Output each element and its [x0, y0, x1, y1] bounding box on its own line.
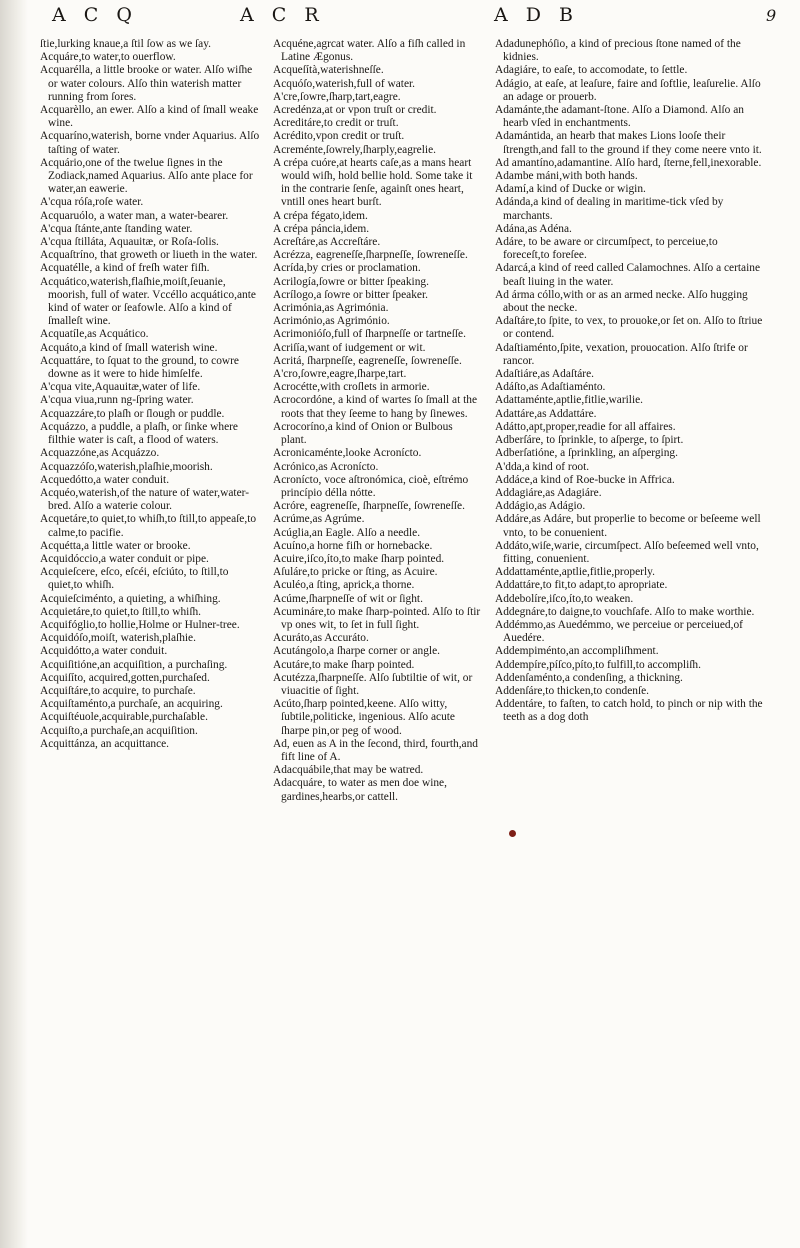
dictionary-entry: Adátto,apt,proper,readie for all affaires.	[495, 420, 676, 433]
dictionary-entry: Acutáre,to make ſharp pointed.	[273, 658, 415, 671]
dictionary-entry: Acquittánza, an acquittance.	[40, 737, 170, 750]
dictionary-entry: Acuire,iſco,íto,to make ſharp pointed.	[273, 552, 445, 565]
dictionary-entry: Acquetáre,to quiet,to whiſh,to ſtill,to appeaſe,to calme,to pacifie.	[40, 513, 257, 539]
dictionary-entry: Acquático,waterish,flaſhie,moiſt,ſeuanie, moorish, full of water. Vccéllo acquático,ante kind of water or ſeafowle. Alſo a kind of ſmalleſt wine.	[40, 275, 256, 328]
dictionary-entry: Acúto,ſharp pointed,keene. Alſo witty, ſubtile,politicke, ingenious. Alſo acute ſharpe pin,or peg of wood.	[273, 698, 455, 737]
dictionary-entry: Addebolíre,iſco,íto,to weaken.	[495, 592, 634, 605]
dictionary-entry: Addentáre, to faſten, to catch hold, to pinch or nip with the teeth as a dog doth	[495, 698, 763, 724]
dictionary-entry: Acquifóglio,to hollie,Holme or Hulner-tree.	[40, 618, 240, 631]
dictionary-entry: Acquóſo,waterish,full of water.	[273, 77, 416, 90]
dictionary-entry: Acquarèllo, an ewer. Alſo a kind of ſmall weake wine.	[40, 104, 259, 130]
dictionary-entry: Adattaménte,aptlie,fitlie,warilie.	[495, 394, 644, 407]
dictionary-entry: Acquáto,a kind of ſmall waterish wine.	[40, 341, 218, 354]
dictionary-entry: Acquiſtáre,to acquire, to purchaſe.	[40, 684, 196, 697]
dictionary-entry: Adacquáre, to water as men doe wine, gardines,hearbs,or cattell.	[273, 777, 447, 803]
dictionary-entry: Acrónico,as Acronícto.	[273, 460, 379, 473]
dictionary-entry: Acquázzo, a puddle, a plaſh, or ſinke where filthie water is caſt, a flood of waters.	[40, 420, 238, 447]
dictionary-entry: A'cqua róſa,roſe water.	[40, 196, 144, 209]
dictionary-entry: Acquidóccio,a water conduit or pipe.	[40, 552, 209, 565]
header-center: A C R	[240, 4, 325, 26]
dictionary-entry: Ad amantíno,adamantine. Alſo hard, ſterne,fell,inexorable.	[495, 156, 762, 169]
dictionary-entry: Addémmo,as Auedémmo, we perceiue or perceiued,of Auedére.	[495, 618, 743, 645]
dictionary-entry: Addáce,a kind of Roe-bucke in Affrica.	[495, 473, 675, 486]
running-header	[0, 4, 800, 30]
dictionary-entry: Acquiſtaménto,a purchaſe, an acquiring.	[40, 698, 223, 711]
dictionary-entry: A crépa cuóre,at hearts caſe,as a mans heart would wiſh, hold bellie hold. Some take it in the contrarie ſenſe, againſt ones heart, vntill ones heart burſt.	[273, 156, 473, 209]
dictionary-entry: Addágio,as Adágio.	[495, 500, 586, 513]
dictionary-entry: Addáto,wiſe,warie, circumſpect. Alſo beſeemed well vnto, fitting, conuenient.	[495, 539, 759, 565]
dictionary-entry: Acronícto, voce aſtronómica, cioè, eſtrémo princípio délla nótte.	[273, 473, 469, 499]
column-left	[40, 38, 262, 758]
dictionary-entry: Acquéo,waterish,of the nature of water,water-bred. Alſo a waterie colour.	[40, 486, 249, 513]
dictionary-entry: Addattaménte,aptlie,fitlie,properly.	[495, 566, 655, 579]
dictionary-entry: Addenſáre,to thicken,to condenſe.	[495, 684, 650, 697]
dictionary-entry: Acquidótto,a water conduit.	[40, 645, 168, 658]
red-ink-dot	[509, 830, 516, 837]
dictionary-entry: A'cqua ſtilláta, Aquauitæ, or Roſa-ſolis.	[40, 236, 219, 249]
dictionary-entry: Acquiſitióne,an acquiſition, a purchaſing.	[40, 658, 228, 671]
dictionary-entry: Acquieſciménto, a quieting, a whiſhing.	[40, 592, 221, 605]
dictionary-entry: Acquieſcere, eſco, eſcéi, eſciúto, to ſtill,to quiet,to whiſh.	[40, 566, 229, 592]
dictionary-entry: A'cqua vite,Aquauitæ,water of life.	[40, 381, 201, 394]
dictionary-entry: Adattáre,as Addattáre.	[495, 407, 597, 420]
dictionary-entry: Adagiáre, to eaſe, to accomodate, to ſettle.	[495, 64, 688, 77]
dictionary-entry: Acuráto,as Accuráto.	[273, 632, 369, 645]
page-number: 9	[766, 6, 777, 25]
dictionary-entry: Acquaruólo, a water man, a water-bearer.	[40, 209, 229, 222]
dictionary-entry: Adacquábile,that may be watred.	[273, 764, 424, 777]
dictionary-entry: Acrimonióſo,full of ſharpneſſe or tartneſſe.	[273, 328, 466, 341]
dictionary-entry: Acquétta,a little water or brooke.	[40, 539, 191, 552]
dictionary-entry: Acqueſítà,waterishneſſe.	[273, 64, 384, 77]
binding-shadow	[0, 0, 28, 1248]
dictionary-entry: Acquário,one of the twelue ſignes in the Zodiack,named Aquarius. Alſo ante place for water,an eawerie.	[40, 156, 253, 196]
dictionary-entry: Acrocétte,with croſlets in armorie.	[273, 381, 430, 394]
dictionary-entry: Adamánte,the adamant-ſtone. Alſo a Diamond. Alſo an hearb vſed in enchantments.	[495, 104, 744, 130]
dictionary-entry: Addempíre,píſco,píto,to fulfill,to accompliſh.	[495, 658, 701, 671]
dictionary-entry: Acrocordóne, a kind of wartes ſo ſmall at the roots that they ſeeme to hang by ſinewes.	[273, 394, 478, 420]
dictionary-entry: Acrída,by cries or proclamation.	[273, 262, 421, 275]
dictionary-entry: Addegnáre,to daigne,to vouchſafe. Alſo to make worthie.	[495, 605, 755, 618]
dictionary-entry: Ad árma cóllo,with or as an armed necke. Alſo hugging about the necke.	[495, 288, 748, 315]
dictionary-entry: Adarcá,a kind of reed called Calamochnes. Alſo a certaine beaſt liuing in the water.	[495, 262, 761, 288]
dictionary-entry: Acrúme,as Agrúme.	[273, 513, 365, 526]
dictionary-entry: A crépa fégato,idem.	[273, 209, 368, 222]
dictionary-entry: Adaſtiaménto,ſpite, vexation, prouocation. Alſo ſtrife or rancor.	[495, 341, 748, 367]
dictionary-entry: Aſuláre,to pricke or ſting, as Acuire.	[273, 566, 438, 579]
dictionary-entry: Acróre, eagreneſſe, ſharpneſſe, ſowreneſſe.	[273, 500, 465, 513]
dictionary-entry: Acquaríno,waterish, borne vnder Aquarius. Alſo taſting of water.	[40, 130, 260, 156]
dictionary-entry: Adberſáre, to ſprinkle, to aſperge, to ſpirt.	[495, 434, 684, 447]
dictionary-entry: Addattáre,to fit,to adapt,to apropriate.	[495, 579, 668, 592]
dictionary-entry: Acquidóſo,moiſt, waterish,plaſhie.	[40, 632, 196, 645]
column-right	[495, 38, 763, 758]
dictionary-entry: Acutézza,ſharpneſſe. Alſo ſubtiltie of wit, or viuacitie of ſight.	[273, 671, 473, 697]
dictionary-entry: Acquiſtéuole,acquirable,purchaſable.	[40, 711, 208, 724]
dictionary-entry: Acquedótto,a water conduit.	[40, 473, 170, 486]
dictionary-entry: Acritá, ſharpneſſe, eagreneſſe, ſowreneſſe.	[273, 354, 462, 367]
dictionary-entry: Acutángolo,a ſharpe corner or angle.	[273, 645, 440, 658]
dictionary-entry: Acquazzóne,as Acquázzo.	[40, 447, 160, 460]
dictionary-entry: Acquatélle, a kind of freſh water fiſh.	[40, 262, 210, 275]
dictionary-entry: Acreditáre,to credit or truſt.	[273, 117, 399, 130]
dictionary-entry: A'cqua viua,runn ng-ſpring water.	[40, 394, 194, 407]
dictionary-entry: Acriſía,want of iudgement or wit.	[273, 341, 426, 354]
dictionary-entry: Adberſatióne, a ſprinkling, an aſperging.	[495, 447, 678, 460]
dictionary-entry: Addempiménto,an accompliſhment.	[495, 645, 659, 658]
dictionary-entry: Adáſto,as Adaſtiaménto.	[495, 381, 606, 394]
dictionary-entry: ſtie,lurking knaue,a ſtil ſow as we ſay.	[40, 38, 212, 50]
dictionary-entry: A'dda,a kind of root.	[495, 460, 590, 473]
dictionary-entry: Acquazzóſo,waterish,plaſhie,moorish.	[40, 460, 213, 473]
dictionary-entry: Adamántida, an hearb that makes Lions looſe their ſtrength,and fall to the ground if they come neere vnto it.	[495, 130, 762, 156]
dictionary-entry: Adamí,a kind of Ducke or wigin.	[495, 183, 646, 196]
dictionary-entry: Acquietáre,to quiet,to ſtill,to whiſh.	[40, 605, 202, 618]
dictionary-entry: Acúme,ſharpneſſe of wit or ſight.	[273, 592, 423, 605]
dictionary-entry: Adaſtáre,to ſpite, to vex, to prouoke,or ſet on. Alſo to ſtriue or contend.	[495, 315, 763, 341]
dictionary-entry: Addagiáre,as Adagiáre.	[495, 486, 602, 499]
dictionary-entry: Acquáre,to water,to ouerflow.	[40, 51, 176, 64]
header-left: A C Q	[52, 4, 138, 26]
dictionary-entry: Acquatíle,as Acquático.	[40, 328, 149, 341]
dictionary-entry: Acredénza,at or vpon truſt or credit.	[273, 104, 437, 117]
dictionary-entry: Acrédito,vpon credit or truſt.	[273, 130, 405, 143]
dictionary-entry: A'cre,ſowre,ſharp,tart,eagre.	[273, 90, 401, 103]
dictionary-entry: Acuíno,a horne fiſh or hornebacke.	[273, 539, 433, 552]
dictionary-entry: Acreſtáre,as Accreſtáre.	[273, 236, 381, 249]
dictionary-entry: Acrílogo,a ſowre or bitter ſpeaker.	[273, 288, 428, 301]
dictionary-entry: Adána,as Adéna.	[495, 222, 572, 235]
dictionary-entry: Acquattáre, to ſquat to the ground, to cowre downe as it were to hide himſelfe.	[40, 354, 239, 381]
dictionary-entry: Acrézza, eagreneſſe,ſharpneſſe, ſowreneſſe.	[273, 249, 468, 262]
dictionary-entry: Acumináre,to make ſharp-pointed. Alſo to ſtir vp ones wit, to ſet in full ſight.	[273, 605, 481, 631]
dictionary-entry: Adágio, at eaſe, at leaſure, faire and ſoftlie, leaſurelie. Alſo an adage or prouerb.	[495, 77, 761, 103]
header-right: A D B	[494, 4, 579, 26]
dictionary-entry: Acquiſíto, acquired,gotten,purchaſed.	[40, 671, 210, 684]
dictionary-entry: Acrimónio,as Agrimónio.	[273, 315, 390, 328]
dictionary-entry: A'cqua ſtánte,ante ſtanding water.	[40, 222, 193, 235]
dictionary-entry: Adánda,a kind of dealing in maritime-tick vſed by marchants.	[495, 196, 724, 222]
dictionary-entry: Acreménte,ſowrely,ſharply,eagrelie.	[273, 143, 436, 156]
dictionary-entry: Addenſaménto,a condenſing, a thickning.	[495, 671, 683, 684]
dictionary-entry: A'cro,ſowre,eagre,ſharpe,tart.	[273, 368, 407, 381]
dictionary-entry: Addáre,as Adáre, but properlie to become or beſeeme well vnto, to be conuenient.	[495, 513, 761, 539]
dictionary-entry: Acrimónia,as Agrimónia.	[273, 302, 389, 315]
dictionary-entry: Acúglia,an Eagle. Alſo a needle.	[273, 526, 421, 539]
dictionary-entry: Aculéo,a ſting, aprick,a thorne.	[273, 579, 415, 592]
dictionary-entry: Acquéne,agrcat water. Alſo a fiſh called in Latine Ægonus.	[273, 38, 466, 64]
dictionary-entry: Adambe máni,with both hands.	[495, 170, 638, 183]
dictionary-entry: Acquarélla, a little brooke or water. Alſo wiſhe or water colours. Alſo thin waterish matter running from ſores.	[40, 64, 253, 103]
dictionary-entry: Acronicaménte,looke Acronícto.	[273, 447, 422, 460]
dictionary-entry: Adadunephóſio, a kind of precious ſtone named of the kidnies.	[495, 38, 741, 64]
dictionary-entry: Acquiſto,a purchaſe,an acquiſition.	[40, 724, 198, 737]
dictionary-entry: A crépa páncia,idem.	[273, 222, 370, 235]
dictionary-entry: Ad, euen as A in the ſecond, third, fourth,and fift line of A.	[273, 737, 478, 763]
dictionary-entry: Adáre, to be aware or circumſpect, to perceiue,to foreceſt,to foreſee.	[495, 236, 718, 262]
dictionary-entry: Acrocoríno,a kind of Onion or Bulbous plant.	[273, 420, 453, 447]
dictionary-entry: Acquazzáre,to plaſh or ſlough or puddle.	[40, 407, 225, 420]
dictionary-entry: Acrilogía,ſowre or bitter ſpeaking.	[273, 275, 429, 288]
dictionary-entry: Acquaſtríno, that groweth or liueth in the water.	[40, 249, 258, 262]
column-middle	[273, 38, 481, 803]
dictionary-entry: Adaſtiáre,as Adaſtáre.	[495, 368, 594, 381]
